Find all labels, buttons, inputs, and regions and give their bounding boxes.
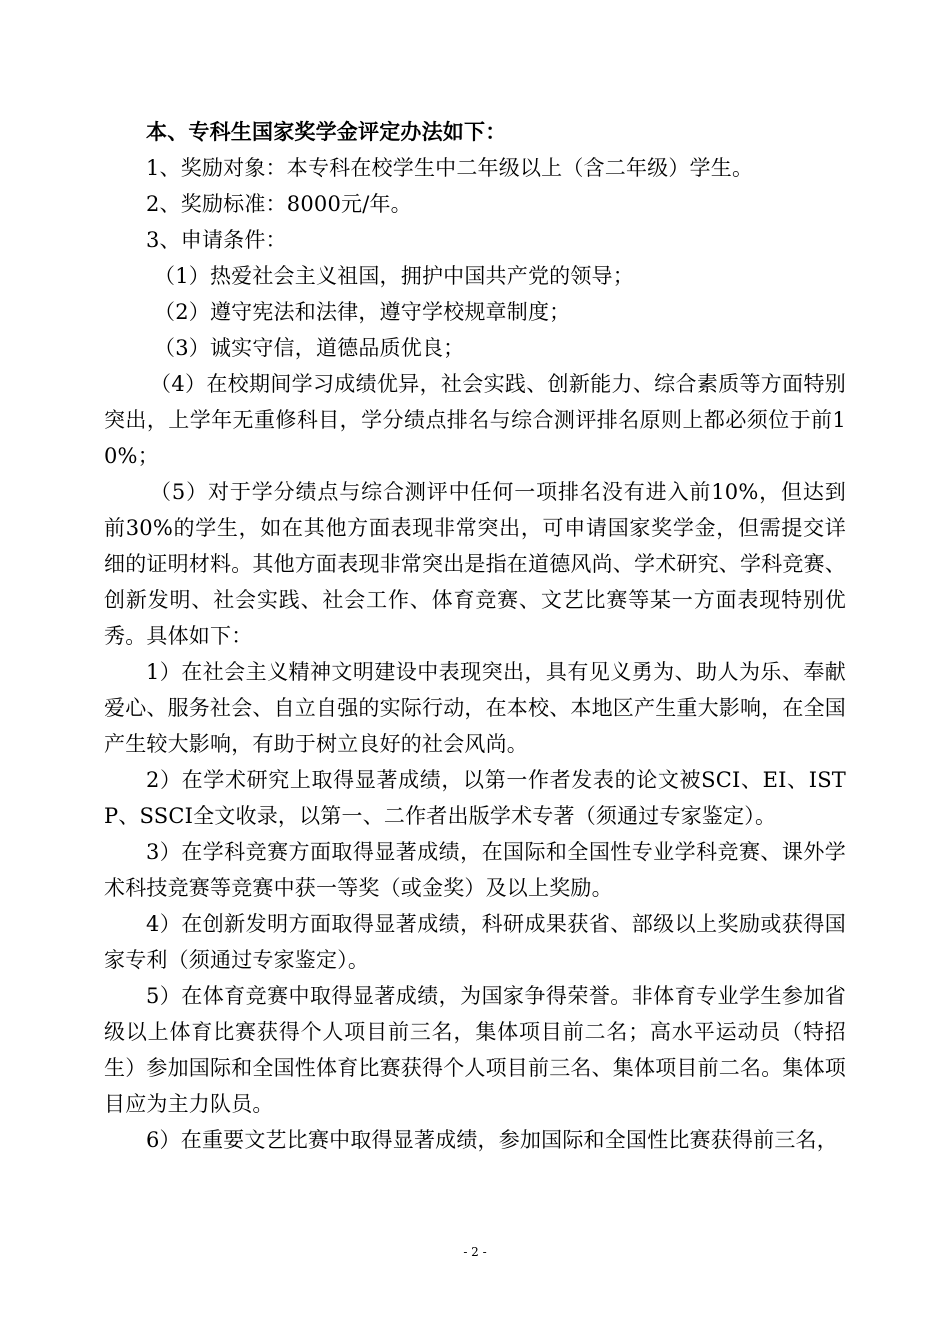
paragraph-condition-3: （3）诚实守信，道德品质优良； (154, 336, 465, 360)
paragraph-award-standard: 2、奖励标准：8000元/年。 (146, 192, 412, 216)
page-number: - 2 - (463, 1245, 487, 1259)
paragraph-condition-1: （1）热爱社会主义祖国，拥护中国共产党的领导； (154, 264, 634, 288)
document-body (104, 114, 846, 1158)
section-heading: 本、专科生国家奖学金评定办法如下： (146, 119, 507, 144)
paragraph-award-target: 1、奖励对象：本专科在校学生中二年级以上（含二年级）学生。 (146, 156, 754, 180)
paragraph-condition-5: （5）对于学分绩点与综合测评中任何一项排名没有进入前10%，但达到前30%的学生，如在其他方面表现非常突出，可申请国家奖学金，但需提交详细的证明材料。其他方面表现非常突出是指在道德风尚、学术研究、学科竞赛、创新发明、社会实践、社会工作、体育竞赛、文艺比赛等某一方面表现特别优秀。具体如下： (104, 480, 846, 648)
paragraph-item-2: 2）在学术研究上取得显著成绩，以第一作者发表的论文被SCI、EI、ISTP、SSCI全文收录，以第一、二作者出版学术专著（须通过专家鉴定）。 (104, 768, 846, 828)
paragraph-item-4: 4）在创新发明方面取得显著成绩，科研成果获省、部级以上奖励或获得国家专利（须通过专家鉴定）。 (104, 912, 846, 972)
paragraph-item-5: 5）在体育竞赛中取得显著成绩，为国家争得荣誉。非体育专业学生参加省级以上体育比赛获得个人项目前三名，集体项目前二名；高水平运动员（特招生）参加国际和全国性体育比赛获得个人项目前三名、集体项目前二名。集体项目应为主力队员。 (104, 984, 846, 1116)
paragraph-item-3: 3）在学科竞赛方面取得显著成绩，在国际和全国性专业学科竞赛、课外学术科技竞赛等竞赛中获一等奖（或金奖）及以上奖励。 (104, 840, 846, 900)
paragraph-conditions-heading: 3、申请条件： (146, 228, 287, 252)
paragraph-item-6: 6）在重要文艺比赛中取得显著成绩，参加国际和全国性比赛获得前三名， (146, 1128, 838, 1152)
paragraph-condition-2: （2）遵守宪法和法律，遵守学校规章制度； (154, 300, 571, 324)
paragraph-item-1: 1）在社会主义精神文明建设中表现突出，具有见义勇为、助人为乐、奉献爱心、服务社会、自立自强的实际行动，在本校、本地区产生重大影响，在全国产生较大影响，有助于树立良好的社会风尚。 (104, 660, 846, 756)
paragraph-condition-4: （4）在校期间学习成绩优异，社会实践、创新能力、综合素质等方面特别突出，上学年无重修科目，学分绩点排名与综合测评排名原则上都必须位于前10%； (104, 372, 846, 468)
